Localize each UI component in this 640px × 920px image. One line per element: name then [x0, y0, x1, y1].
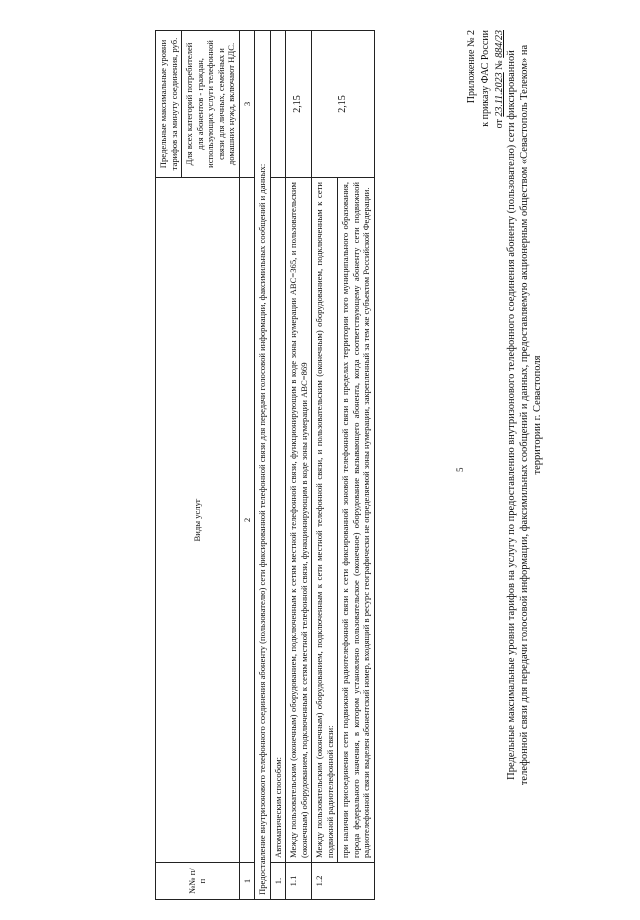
- header-price-sub-1: Для всех категорий потребителей: [184, 42, 194, 166]
- table-row: [286, 31, 312, 900]
- order-number: 884/23: [494, 30, 505, 58]
- header-price-top: Предельные максимальные уровни тарифов за минуту соединения, руб.: [156, 31, 182, 178]
- tariff-table: [155, 30, 375, 900]
- table-row: [270, 31, 286, 900]
- col-number-2: 2: [239, 178, 255, 863]
- row-num: 1.1: [286, 863, 312, 900]
- table-header-row: [156, 31, 182, 900]
- col-number-3: 3: [239, 31, 255, 178]
- column-number-row: [239, 31, 255, 900]
- document-title: Предельные максимальные уровни тарифов на услугу по предоставлению внутризонового телефонного соединения абоненту (пользователю) сети фиксированной телефонной связи для передачи голосовой информации, факсимильных сообщений и данных, предоставляемую акционерным обществом «Севастополь Телеком» на территории г. Севастополя: [506, 44, 543, 786]
- header-price-sub-2: для абонентов - граждан, использующих услуги телефонной связи для личных, семейных и домашних нужд, включают НДС.: [194, 40, 236, 168]
- row-text: Автоматическим способом:: [270, 178, 286, 863]
- header-service: Виды услуг: [156, 178, 240, 863]
- row-price: 2,15: [312, 31, 375, 178]
- row-text: Между пользовательским (оконечным) оборудованием, подключенным к сетям местной телефонной связи, функционирующим в коде зоны нумерации ABC=365, и пользовательским (оконечным) оборудованием, подключенным к сетям местной телефонной связи, функционирующим в коде зоны нумерации ABC=869: [286, 178, 312, 863]
- order-date: 23.11.2023: [494, 72, 505, 117]
- header-price-sub: [182, 31, 240, 178]
- appendix-block: [465, 30, 507, 220]
- section-row: [255, 31, 271, 900]
- row-text: Между пользовательским (оконечным) оборудованием, подключенным к сети местной телефонной связи, и пользовательским (оконечным) оборудованием, подключенным к сети подвижной радиотелефонной связи:: [312, 178, 338, 863]
- section-title: Предоставление внутризонового телефонного соединения абоненту (пользователю) сети фиксированной телефонной связи для передачи голосовой информации, факсимильных сообщений и данных:: [255, 31, 271, 900]
- appendix-order-ref: к приказу ФАС России: [480, 30, 491, 127]
- row-price: 2,15: [286, 31, 312, 178]
- appendix-title: Приложение № 2: [466, 30, 477, 104]
- row-num: 1.2: [312, 863, 375, 900]
- page-number: 5: [455, 467, 465, 472]
- date-prefix: от: [494, 119, 505, 129]
- header-num: №№ п/п: [156, 863, 240, 900]
- col-number-1: 1: [239, 863, 255, 900]
- row-price: [270, 31, 286, 178]
- row-text: при наличии присоединения сети подвижной радиотелефонной связи к сети фиксированной зоновой телефонной связи в пределах территории того муниципального образования, города федерального значения, в котором установлено пользовательское (оконечное) оборудование вызывающего абонента, когда соответствующему абоненту сети подвижной радиотелефонной связи выделен абонентский номер, входящий в ресурс географически не определяемой зоны нумерации, закрепленный за тем же субъектом Российской Федерации.: [338, 178, 375, 863]
- number-prefix: №: [494, 60, 505, 70]
- row-num: 1.: [270, 863, 286, 900]
- table-row: [312, 31, 338, 900]
